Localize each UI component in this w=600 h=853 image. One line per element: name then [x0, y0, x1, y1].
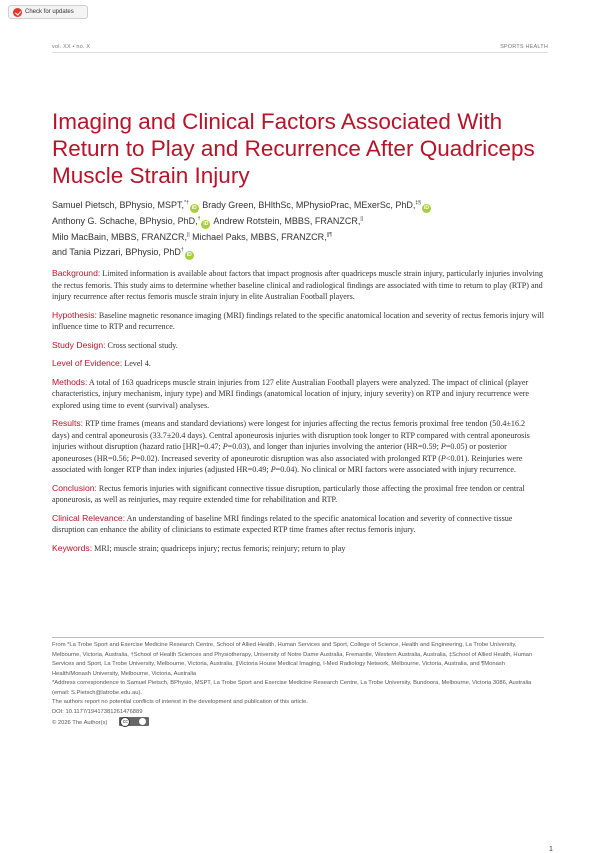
section-heading: Clinical Relevance:: [52, 512, 126, 523]
author-affiliation-mark: *†: [184, 200, 189, 206]
author-line: [52, 229, 552, 244]
header-divider: [52, 52, 548, 53]
p-value-symbol: P: [270, 465, 276, 474]
section-text: Cross sectional study.: [105, 340, 178, 350]
doi[interactable]: DOI: 10.1177/19417381261476889: [52, 708, 143, 715]
section-text: <0.01). Reinjuries were associated with longer RTP than index injuries (adjusted HR=0.49;: [52, 453, 523, 474]
author-name: Andrew Rotstein, MBBS, FRANZCR,: [211, 216, 361, 226]
affiliations: From *La Trobe Sport and Exercise Medicine Research Centre, School of Allied Health, Human Services and Sport, College of Science, Health and Engineering, La Trobe University, Melbourne, Victoria, Australia, †School of Health Sciences and Physiotherapy, University of Notre Dame Australia, Fremantle, Western Australia, Australia, ‡School of Allied Health, Human Services and Sport, La Trobe University, Melbourne, Victoria, Australia, ||Victoria House Medical Imaging, I-Med Radiology Network, Melbourne, Victoria, Australia, and ¶Monash Health/Monash University, Melbourne, Victoria, Australia: [52, 642, 533, 677]
section-text: An understanding of baseline MRI findings related to the specific anatomical location and severity of connective tissue disruption can enhance the ability of clinicians to estimate expected RTP time frames after rectus femoris injury.: [52, 513, 513, 534]
check-for-updates-badge[interactable]: [8, 5, 88, 19]
badge-label: Check for updates: [25, 9, 74, 15]
orcid-icon[interactable]: iD: [203, 221, 209, 227]
running-head-right: SPORTS HEALTH: [500, 44, 548, 50]
orcid-icon[interactable]: iD: [423, 205, 429, 211]
abstract-methods: [52, 377, 544, 412]
article-title: Imaging and Clinical Factors Associated With Return to Play and Recurrence After Quadriceps Muscle Strain Injury: [52, 109, 535, 188]
abstract-clinical-relevance: [52, 513, 544, 536]
section-text: Rectus femoris injuries with significant connective tissue disruption, particularly those affecting the proximal free tendon or central aponeurosis, as well as reinjuries, may require extended time for rehabilitation and RTP.: [52, 483, 525, 504]
author-name: Michael Paks, MBBS, FRANZCR,: [189, 232, 327, 242]
author-line: [52, 213, 552, 229]
running-head-left: vol. XX • no. X: [52, 44, 91, 50]
section-text: Baseline magnetic resonance imaging (MRI) findings related to the specific anatomical location and severity of rectus femoris injury will influence time to RTP and recurrence.: [52, 310, 544, 331]
section-text: MRI; muscle strain; quadriceps injury; rectus femoris; reinjury; return to play: [92, 543, 346, 553]
p-value-symbol: P: [440, 442, 446, 451]
abstract-results: [52, 418, 544, 476]
p-value-symbol: P: [222, 442, 228, 451]
section-heading: Hypothesis:: [52, 309, 97, 320]
footnotes: [52, 637, 544, 729]
author-name: Milo MacBain, MBBS, FRANZCR,: [52, 232, 188, 242]
section-text: A total of 163 quadriceps muscle strain injuries from 127 elite Australian Football players were analyzed. The impact of clinical (player characteristics, injury mechanism, injury type) and MRI findings (anatomical location of injury, injury severity) on RTP and injury recurrence were explored using time to event (survival) analyses.: [52, 377, 529, 410]
section-heading: Conclusion:: [52, 482, 97, 493]
author-affiliation-mark: ‡§: [415, 200, 421, 206]
author-affiliation-mark: ||: [360, 216, 364, 222]
abstract-study-design: [52, 340, 544, 352]
abstract-level-of-evidence: [52, 358, 544, 370]
author-line: [52, 197, 552, 213]
author-list: [52, 197, 552, 260]
author-name: and Tania Pizzari, BPhysio, PhD: [52, 246, 181, 257]
section-text: =0.04). No clinical or MRI factors were associated with injury recurrence.: [275, 465, 516, 474]
copyright-line: [52, 717, 544, 729]
running-head: [52, 44, 548, 50]
section-heading: Background:: [52, 268, 101, 278]
creative-commons-icon[interactable]: [119, 717, 149, 726]
section-text: =0.02). Increased severity of aponeurotic disruption was also associated with prolonged RTP (: [135, 453, 441, 463]
section-heading: Study Design:: [52, 339, 106, 350]
p-value-symbol: P: [130, 453, 136, 463]
section-text: =0.05) or posterior aponeuroses (HR=0.56;: [52, 442, 507, 463]
orcid-icon[interactable]: iD: [186, 251, 192, 258]
orcid-icon[interactable]: iD: [191, 205, 197, 211]
author-name: Anthony G. Schache, BPhysio, PhD,: [52, 216, 198, 226]
abstract-keywords: [52, 543, 544, 555]
section-text: Level 4.: [122, 359, 151, 368]
author-affiliation-mark: †: [180, 246, 184, 253]
abstract-conclusion: [52, 483, 544, 506]
correspondence: *Address correspondence to Samuel Pietsch, BPhysio, MSPT, La Trobe Sport and Exercise Medicine Research Centre, La Trobe University, Bundoora, Melbourne, Victoria 3086, Australia (email: S.Pietsch@latrobe.edu.au).: [52, 680, 532, 696]
abstract: [52, 268, 544, 561]
section-heading: Methods:: [52, 376, 88, 387]
section-heading: Level of Evidence:: [52, 358, 123, 368]
check-icon: [13, 8, 22, 17]
section-text: =0.03), and longer than injuries involving the anterior (HR=0.59;: [227, 442, 441, 451]
author-line: [52, 244, 552, 260]
section-heading: Keywords:: [52, 542, 93, 553]
author-name: Samuel Pietsch, BPhysio, MSPT,: [52, 200, 185, 210]
page-number: 1: [549, 846, 553, 853]
author-name: Brady Green, BHlthSc, MPhysioPrac, MExerSc, PhD,: [199, 200, 416, 210]
abstract-hypothesis: [52, 310, 544, 333]
section-heading: Results:: [52, 418, 84, 428]
author-affiliation-mark: ||¶: [326, 232, 332, 238]
section-text: Limited information is available about factors that impact prognosis after quadriceps muscle strain injury, particularly injuries involving the rectus femoris. This study aims to determine whether baseline clinical and radiological findings are associated with time to return to play (RTP) and injury recurrence after rectus femoris muscle strain injury in elite Australian Football players.: [52, 269, 543, 301]
conflict-statement: The authors report no potential conflicts of interest in the development and publication of this article.: [52, 699, 308, 705]
author-affiliation-mark: †: [197, 216, 201, 222]
abstract-background: [52, 268, 544, 303]
copyright: © 2026 The Author(s): [52, 720, 108, 726]
author-affiliation-mark: ||: [187, 232, 190, 238]
p-value-symbol: P: [440, 453, 446, 463]
section-text: RTP time frames (means and standard deviations) were longest for injuries affecting the rectus femoris proximal free tendon (50.4±16.2 days) and central aponeurosis (33.7±20.4 days). Central aponeurosis injuries with disruption took longer to RTP compared with central aponeurosis injuries without disruption (hazard ratio [HR]=0.47;: [52, 419, 530, 451]
